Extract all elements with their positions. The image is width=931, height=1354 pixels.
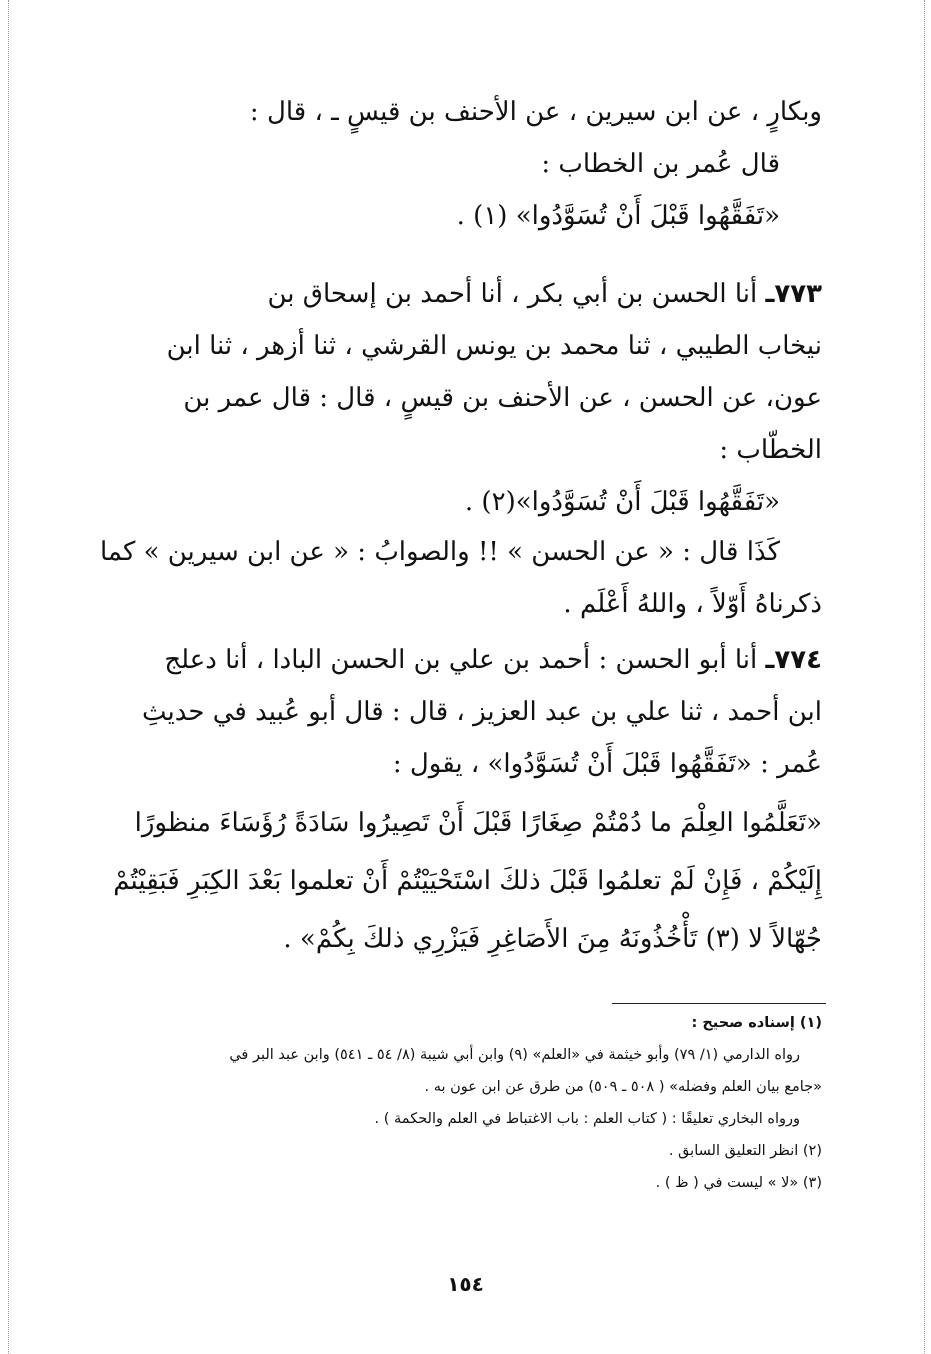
text-line: ابن أحمد ، ثنا علي بن عبد العزيز ، قال : قال أبو عُبيد في حديثِ xyxy=(142,697,822,727)
paragraph-772-continued xyxy=(78,86,822,242)
footnote-2: (٢) انظر التعليق السابق . xyxy=(668,1143,822,1159)
text-line: عون، عن الحسن ، عن الأحنف بن قيسٍ ، قال : قال عمر بن xyxy=(183,383,822,413)
text-line: كَذَا قال : « عن الحسن » !! والصوابُ : « عن ابن سيرين » كما xyxy=(100,537,780,567)
quote-line: «تَفَقَّهُوا قَبْلَ أَنْ تُسَوَّدُوا»(٢) . xyxy=(464,487,780,517)
quote-line: جُهّالاً لا (٣) تَأْخُذُونَهُ مِنَ الأَصَاغِرِ فَيَزْرِي ذلكَ بِكُمْ» . xyxy=(283,924,822,954)
page-number: ١٥٤ xyxy=(447,1272,484,1296)
text-line: عُمر : «تَفَقَّهُوا قَبْلَ أَنْ تُسَوَّدُوا» ، يقول : xyxy=(392,749,822,779)
text-line: وبكارٍ ، عن ابن سيرين ، عن الأحنف بن قيسٍ ـ ، قال : xyxy=(249,97,822,127)
text-segment: أنا أبو الحسن : أحمد بن علي بن الحسن البادا ، أنا دعلج xyxy=(164,645,758,675)
hadith-number: ٧٧٣ـ xyxy=(765,279,822,309)
text-line xyxy=(78,634,822,686)
text-line: ذكرناهُ أَوّلاً ، واللهُ أَعْلَم . xyxy=(563,589,822,619)
footnote-3: (٣) «لا » ليست في ( ظ ) . xyxy=(655,1175,822,1191)
footnote-divider xyxy=(612,1003,826,1004)
footnote-line: «جامع بيان العلم وفضله» ( ٥٠٨ ـ ٥٠٩) من طرق عن ابن عون به . xyxy=(424,1079,822,1095)
scan-edge-left xyxy=(8,0,9,1354)
hadith-number: ٧٧٤ـ xyxy=(765,645,822,675)
paragraph-commentary xyxy=(78,526,822,630)
quote-line: «تَفَقَّهُوا قَبْلَ أَنْ تُسَوَّدُوا» (١) . xyxy=(456,201,780,231)
quote-line: إِلَيْكُمْ ، فَإِنْ لَمْ تعلمُوا قَبْلَ ذلكَ اسْتَحْيَيْتُمْ أَنْ تعلموا بَعْدَ الكِبَرِ فَبَقِيْتُمْ xyxy=(113,866,822,896)
paragraph-quote xyxy=(78,794,822,968)
footnote-line: رواه الدارمي (١/ ٧٩) وأبو خيثمة في «العلم» (٩) وابن أبي شيبة (٨/ ٥٤ ـ ٥٤١) وابن عبد البر في xyxy=(229,1047,800,1063)
footnote-line: ورواه البخاري تعليقًا : ( كتاب العلم : باب الاغتباط في العلم والحكمة ) . xyxy=(374,1111,800,1127)
footnotes xyxy=(78,1007,822,1199)
text-line xyxy=(78,268,822,320)
text-line: قال عُمر بن الخطاب : xyxy=(541,149,780,179)
footnote-1-title: (١) إسناده صحيح : xyxy=(691,1015,822,1031)
text-line: نيخاب الطيبي ، ثنا محمد بن يونس القرشي ، ثنا أزهر ، ثنا ابن xyxy=(166,331,822,361)
scan-edge-right xyxy=(924,0,925,1354)
text-segment: أنا الحسن بن أبي بكر ، أنا أحمد بن إسحاق بن xyxy=(267,279,758,309)
quote-line: «تَعَلَّمُوا العِلْمَ ما دُمْتُمْ صِغَارًا قَبْلَ أَنْ تَصِيرُوا سَادَةً رُؤَسَاءَ منظورًا xyxy=(134,808,822,838)
paragraph-774 xyxy=(78,634,822,790)
text-line: الخطّاب : xyxy=(719,435,822,465)
paragraph-773 xyxy=(78,268,822,528)
